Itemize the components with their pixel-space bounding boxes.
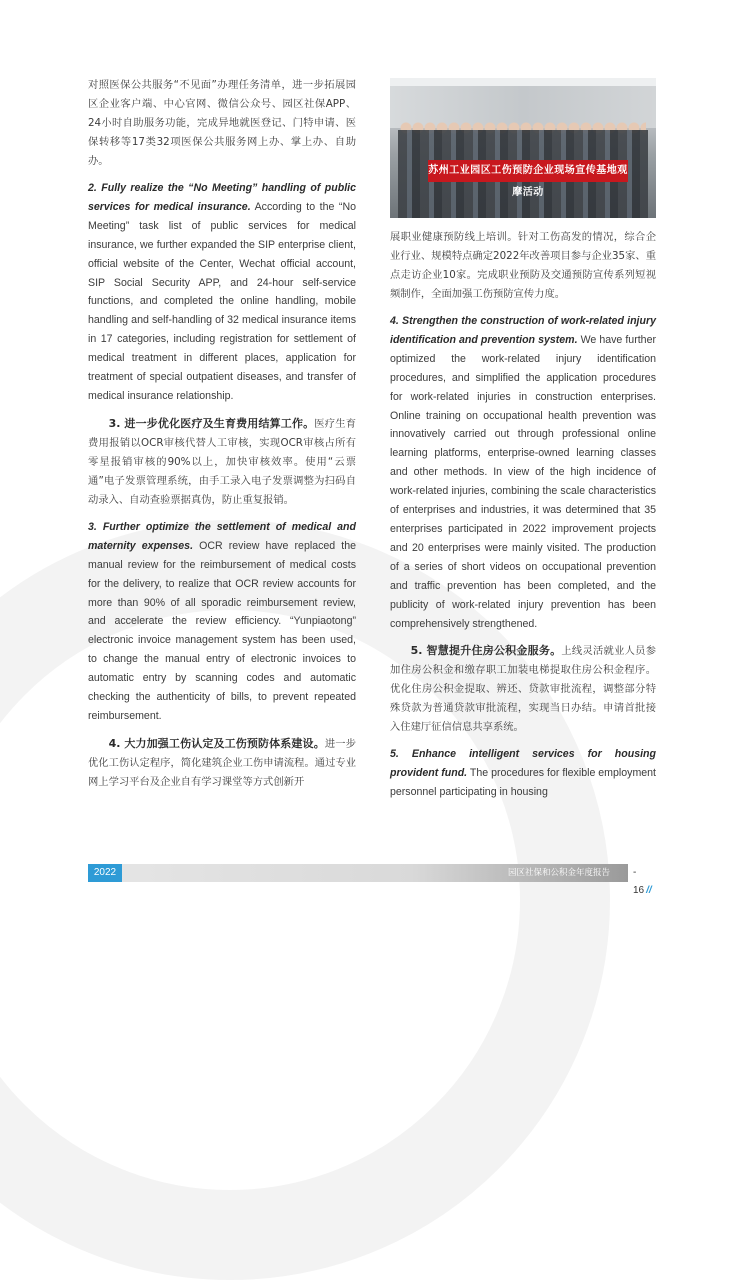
footer-page-number-wrap <box>633 864 656 900</box>
paragraph-zh-r3 <box>390 641 656 737</box>
paragraph-zh-5 <box>88 734 356 792</box>
footer-report-title: 园区社保和公积金年度报告 <box>508 868 611 878</box>
paragraph-en-2 <box>88 179 356 406</box>
page-number: - 16 <box>633 867 645 896</box>
paragraph-zh-3 <box>88 414 356 510</box>
heading-en-r2: 4. Strengthen the construction of work-related injury identification and prevention system. <box>390 315 656 346</box>
heading-zh-3: 3. 进一步优化医疗及生育费用结算工作。 <box>108 416 315 430</box>
body-en-4: OCR review have replaced the manual review for the reimbursement of medical costs for the delivery, to realize that OCR review accounts for more than 90% of all sporadic reimbursement review, and accelerate the review efficiency. “Yunpiaotong” electronic invoice management system has been used, to change the manual entry of electronic invoices to automatic entry by scanning codes and automatic checking the authenticity of bills, to prevent repeated reimbursement. <box>88 539 356 722</box>
paragraph-zh-r1: 展职业健康预防线上培训。针对工伤高发的情况，综合企业行业、规模特点确定2022年改善项目参与企业35家、重点走访企业10家。完成职业预防及交通预防宣传系列短视频制作，全面加强工伤预防宣传力度。 <box>390 231 656 300</box>
body-zh-5: 进一步优化工伤认定程序，简化建筑企业工伤申请流程。通过专业网上学习平台及企业自有学习课堂等方式创新开 <box>88 737 356 788</box>
right-column <box>390 228 656 802</box>
paragraph-en-r4 <box>390 745 656 802</box>
paragraph-zh-1: 对照医保公共服务“不见面”办理任务清单，进一步拓展园区企业客户端、中心官网、微信公众号、园区社保APP、24小时自助服务功能，完成异地就医登记、门特申请、医保转移等17类32项医保公共服务网上办、掌上办、自助办。 <box>88 79 356 167</box>
body-zh-r3: 上线灵活就业人员参加住房公积金和缴存职工加装电梯提取住房公积金程序。优化住房公积金提取、辨还、贷款审批流程，调整部分特殊贷款为普通贷款审批流程，实现当日办结。申请首批接入住建厅征信信息共享系统。 <box>390 645 656 734</box>
page-mark: // <box>646 885 652 896</box>
heading-zh-5: 4. 大力加强工伤认定及工伤预防体系建设。 <box>108 736 325 750</box>
paragraph-en-4 <box>88 518 356 726</box>
heading-zh-r3: 5. 智慧提升住房公积金服务。 <box>410 644 562 658</box>
body-zh-3: 医疗生育费用报销以OCR审核代替人工审核，实现OCR审核占所有零星报销审核的90%以上，加快审核效率。使用“云票通”电子发票管理系统，由手工录入电子发票调整为扫码自动录入、自动查验票据真伪，防止重复报销。 <box>88 417 356 506</box>
heading-en-r4: 5. Enhance intelligent services for housing provident fund. <box>390 748 656 780</box>
group-photo <box>390 78 656 218</box>
body-en-2: According to the “No Meeting” task list of public services for medical insurance, we further expanded the SIP enterprise client, official website of the Center, Wechat official account, SIP Social Security APP, and 24-hour self-service functions, and completed the online handling, mobile handling and self-handling of 32 medical insurance items in 17 categories, including registration for settlement of medical treatment in different places, application for treatment of special outpatient diseases, and transfer of medical insurance relationship. <box>88 200 356 402</box>
page-footer <box>88 864 656 896</box>
paragraph-en-r2 <box>390 312 656 633</box>
body-en-r4: The procedures for flexible employment personnel participating in housing <box>390 767 656 799</box>
body-en-r2: We have further optimized the work-related injury identification procedures, and simplified the application procedures for work-related injuries in construction enterprises. Online training on occupational health prevention was innovatively carried out through professional online learning platforms, enterprise-owned learning classes and other methods. In view of the high incidence of work-related injuries, combining the scale characteristics of enterprises and industries, it was determined that 35 enterprises participated in 2022 improvement projects and 20 enterprises were mainly visited. The production of a series of short videos on occupational prevention and traffic prevention has been completed, and the publicity of work-related injury prevention has been comprehensively strengthened. <box>390 333 656 630</box>
heading-en-2: 2. Fully realize the “No Meeting” handling of public services for medical insurance. <box>88 182 356 213</box>
photo-banner: 苏州工业园区工伤预防企业现场宣传基地观摩活动 <box>428 160 628 182</box>
left-column <box>88 76 356 792</box>
photo-ceiling <box>390 78 656 86</box>
heading-en-4: 3. Further optimize the settlement of medical and maternity expenses. <box>88 520 356 552</box>
footer-year: 2022 <box>88 864 122 882</box>
